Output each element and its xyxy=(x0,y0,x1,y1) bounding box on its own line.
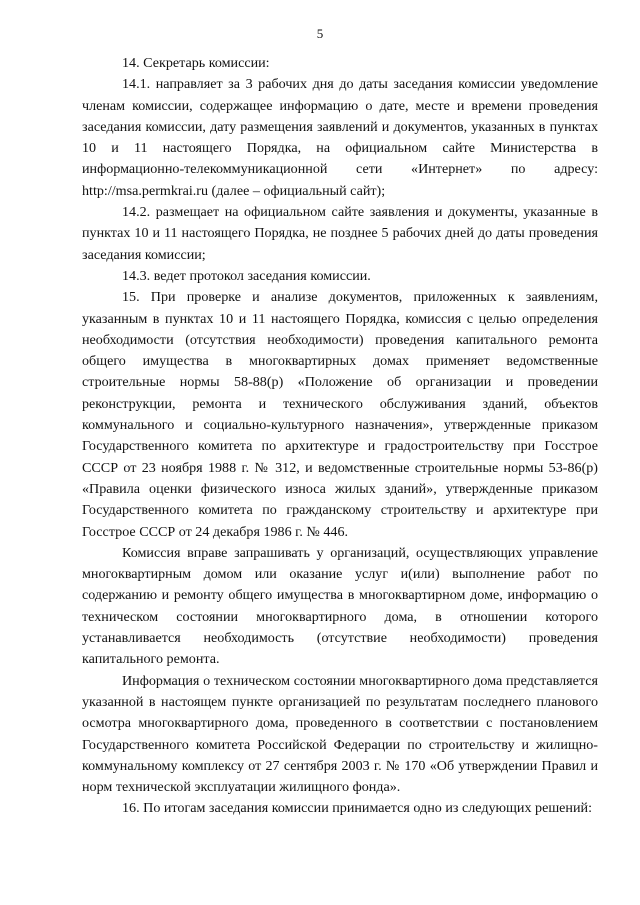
paragraph-16: 16. По итогам заседания комиссии принимается одно из следующих решений: xyxy=(122,800,592,817)
paragraph-15-technical-info: Информация о техническом состоянии многоквартирного дома представляется указанной в настоящем пункте организацией по результатам последнего планового осмотра многоквартирного дома, проведенного в соответствии с постановлением Государственного комитета Российской Федерации по строительству и жилищно-коммунальному комплексу от 27 сентября 2003 г. № 170 «Об утверждении Правил и норм технической эксплуатации жилищного фонда». xyxy=(82,672,598,796)
page-number: 5 xyxy=(316,26,324,41)
paragraph-14-1: 14.1. направляет за 3 рабочих дня до даты заседания комиссии уведомление членам комиссии, содержащее информацию о дате, месте и времени проведения заседания комиссии, дату размещения заявлений и документов, указанных в пунктах 10 и 11 настоящего Порядка, на официальном сайте Министерства в информационно-телекоммуникационной сети «Интернет» по адресу: http://msa.permkrai.ru (далее – официальный сайт); xyxy=(82,76,598,199)
document-body xyxy=(82,53,598,820)
paragraph-14-heading: 14. Секретарь комиссии: xyxy=(122,55,270,71)
paragraph-14-2: 14.2. размещает на официальном сайте заявления и документы, указанные в пунктах 10 и 11 настоящего Порядка, не позднее 5 рабочих дней до даты проведения заседания комиссии; xyxy=(82,204,598,263)
paragraph-14-3: 14.3. ведет протокол заседания комиссии. xyxy=(122,267,371,284)
paragraph-15-commission-request: Комиссия вправе запрашивать у организаций, осуществляющих управление многоквартирным домом или оказание услуг и(или) выполнение работ по содержанию и ремонту общего имущества в многоквартирном доме, информацию о техническом состоянии многоквартирного дома, в отношении которого устанавливается необходимость (отсутствие необходимости) проведения капитального ремонта. xyxy=(82,544,598,668)
paragraph-15: 15. При проверке и анализе документов, приложенных к заявлениям, указанным в пунктах 10 и 11 настоящего Порядка, комиссия с целью определения необходимости (отсутствия необходимости) проведения капитального ремонта общего имущества в многоквартирных домах применяет ведомственные строительные нормы 58-88(р) «Положение об организации и проведении реконструкции, ремонта и технического обслуживания зданий, объектов коммунального и социально-культурного назначения», утвержденные приказом Государственного комитета по архитектуре и градостроительству при Госстрое СССР от 23 ноября 1988 г. № 312, и ведомственные строительные нормы 53-86(р) «Правила оценки физического износа жилых зданий», утвержденные приказом Государственного комитета по гражданскому строительству и архитектуре при Госстрое СССР от 24 декабря 1986 г. № 446. xyxy=(82,289,598,540)
